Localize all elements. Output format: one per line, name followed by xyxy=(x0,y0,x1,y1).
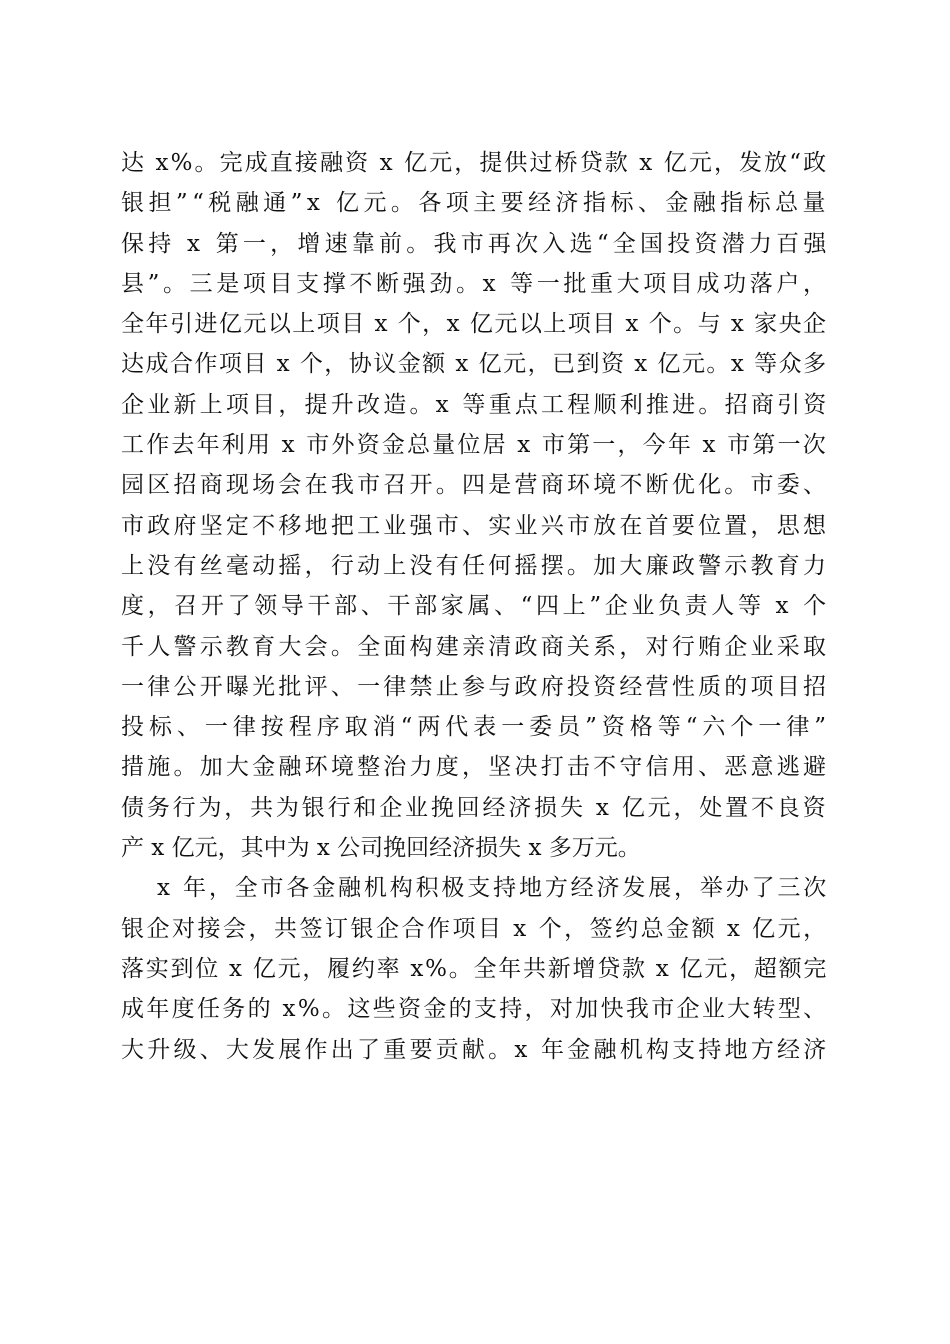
text-line: 市政府坚定不移地把工业强市、实业兴市放在首要位置，思想 xyxy=(121,512,830,539)
text-line: 债务行为，共为银行和企业挽回经济损失 x 亿元，处置不良资 xyxy=(121,794,829,821)
paragraph-1 xyxy=(121,143,831,868)
text-line: 上没有丝毫动摇，行动上没有任何摇摆。加大廉政警示教育力 xyxy=(121,552,830,579)
text-line: 全年引进亿元以上项目 x 个，x 亿元以上项目 x 个。与 x 家央企 xyxy=(121,311,828,338)
text-line: 投标、一律按程序取消“两代表一委员”资格等“六个一律” xyxy=(121,714,831,741)
text-line: 银担”“税融通”x 亿元。各项主要经济指标、金融指标总量 xyxy=(121,190,831,217)
text-line: 大升级、大发展作出了重要贡献。x 年金融机构支持地方经济 xyxy=(121,1036,830,1063)
text-line: 千人警示教育大会。全面构建亲清政商关系，对行贿企业采取 xyxy=(121,633,830,660)
text-line: x 年，全市各金融机构积极支持地方经济发展，举办了三次 xyxy=(157,875,830,902)
text-line: 产 x 亿元，其中为 x 公司挽回经济损失 x 多万元。 xyxy=(121,835,641,862)
text-line: 成年度任务的 x%。这些资金的支持，对加快我市企业大转型、 xyxy=(121,996,829,1023)
text-line: 度，召开了领导干部、干部家属、“四上”企业负责人等 x 个 xyxy=(121,593,830,620)
document-body xyxy=(121,143,831,1070)
text-line: 措施。加大金融环境整治力度，坚决打击不守信用、恶意逃避 xyxy=(121,754,830,781)
text-line: 达 x%。完成直接融资 x 亿元，提供过桥贷款 x 亿元，发放“政 xyxy=(121,150,829,176)
paragraph-2 xyxy=(121,868,830,1069)
text-line: 一律公开曝光批评、一律禁止参与政府投资经营性质的项目招 xyxy=(121,673,830,700)
text-line: 落实到位 x 亿元，履约率 x%。全年共新增贷款 x 亿元，超额完 xyxy=(121,955,829,982)
text-line: 县”。三是项目支撑不断强劲。x 等一批重大项目成功落户， xyxy=(121,270,830,297)
text-line: 园区招商现场会在我市召开。四是营商环境不断优化。市委、 xyxy=(121,472,830,499)
text-line: 银企对接会，共签订银企合作项目 x 个，签约总金额 x 亿元， xyxy=(121,915,829,942)
text-line: 达成合作项目 x 个，协议金额 x 亿元，已到资 x 亿元。x 等众多 xyxy=(121,351,828,378)
text-line: 企业新上项目，提升改造。x 等重点工程顺利推进。招商引资 xyxy=(121,391,830,418)
text-line: 保持 x 第一，增速靠前。我市再次入选“全国投资潜力百强 xyxy=(121,230,831,257)
text-line: 工作去年利用 x 市外资金总量位居 x 市第一，今年 x 市第一次 xyxy=(121,432,828,459)
